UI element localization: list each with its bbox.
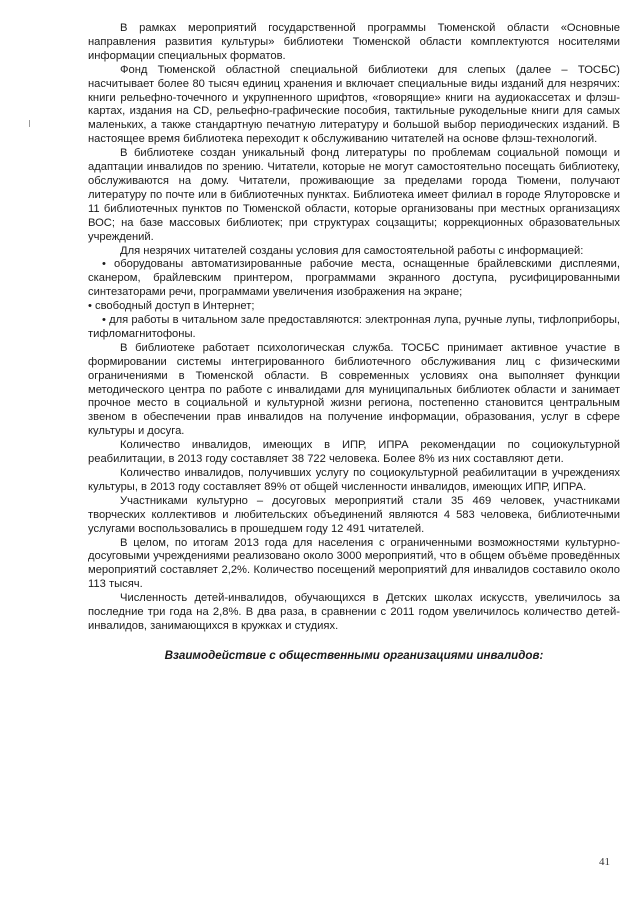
paragraph-conditions-intro: Для незрячих читателей созданы условия для самостоятельной работы с информацией:	[120, 244, 584, 257]
paragraph-psychological-service: В библиотеке работает психологическая служба. ТОСБС принимает активное участие в формировании системы интегрированного библиотечного обслуживания лиц с физическими ограничениями в Тюменской области. В современных условиях она выполняет функции методического центра по работе с инвалидами для муниципальных библиотек области и занимает прочное место в социальной и культурной жизни региона, постепенно становится центральным звеном в обеспечении прав инвалидов на получение информации, образования, услуг в сфере культуры и досуга.	[88, 341, 620, 438]
bullet-item-workstations: • оборудованы автоматизированные рабочие места, оснащенные брайлевскими дисплеями, сканером, брайлевским принтером, программами экранного доступа, русифицированными синтезаторами речи, программами увеличения изображения на экране;	[88, 258, 620, 299]
paragraph-disabled-count: Количество инвалидов, имеющих в ИПР, ИПРА рекомендации по социокультурной реабилитации, в 2013 году составляет 38 722 человека. Более 8% из них составляют дети.	[88, 439, 620, 466]
bullet-item-reading-room: • для работы в читальном зале предоставляются: электронная лупа, ручные лупы, тифлоприборы, тифломагнитофоны.	[88, 314, 620, 340]
page-number: 41	[599, 856, 610, 868]
paragraph-rehabilitation-share: Количество инвалидов, получивших услугу по социокультурной реабилитации в учреждениях культуры, в 2013 году составляет 89% от общей численности инвалидов, имеющих ИПР, ИПРА.	[88, 467, 620, 493]
paragraph-program-intro: В рамках мероприятий государственной программы Тюменской области «Основные направления развития культуры» библиотеки Тюменской области комплектуются носителями информации специальных форматов.	[88, 22, 620, 62]
paragraph-event-participants: Участниками культурно – досуговых мероприятий стали 35 469 человек, участниками творческих коллективов и любительских объединений являются 4 583 человека, библиотечными услугами воспользовались в прошедшем году 12 491 читателей.	[88, 494, 620, 535]
paragraph-children-art-schools: Численность детей-инвалидов, обучающихся в Детских школах искусств, увеличилось за последние три года на 2,8%. В два раза, в сравнении с 2011 годом увеличилось количество детей-инвалидов, занимающихся в кружках и студиях.	[88, 592, 620, 632]
section-heading: Взаимодействие с общественными организациями инвалидов:	[164, 648, 544, 662]
paragraph-unique-fund: В библиотеке создан уникальный фонд литературы по проблемам социальной помощи и адаптации инвалидов по зрению. Читатели, которые не могут самостоятельно посещать библиотеку, обслуживаются на дому. Читатели, проживающие за пределами города Тюмени, получают литературу по почте или в библиотечных пунктах. Библиотека имеет филиал в городе Ялуторовске и 11 библиотечных пунктов по Тюменской области, которые организованы при местных организациях ВОС; на базе массовых библиотек; при структурах соцзащиты; коррекционных образовательных учреждений.	[88, 147, 620, 243]
paragraph-2013-results: В целом, по итогам 2013 года для населения с ограниченными возможностями культурно-досуговыми учреждениями реализовано около 3000 мероприятий, что в общем объёме проведённых мероприятий составляет 2,2%. Количество посещений мероприятий для инвалидов составило около 113 тысяч.	[88, 536, 620, 591]
paragraph-library-fund: Фонд Тюменской областной специальной библиотеки для слепых (далее – ТОСБС) насчитывает более 80 тысяч единиц хранения и включает специальные виды изданий для незрячих: книги рельефно-точечного и укрупненного шрифтов, «говорящие» книги на аудиокассетах и флэш-картах, издания на CD, рельефно-графические пособия, тактильные рукодельные книги для самых маленьких, а также стандартную печатную литературу и большой выбор периодических изданий. В настоящее время библиотека переходит к обслуживанию читателей на основе флэш-технологий.	[88, 63, 620, 146]
scan-margin-mark	[29, 120, 30, 127]
bullet-item-internet: • свободный доступ в Интернет;	[88, 300, 255, 313]
